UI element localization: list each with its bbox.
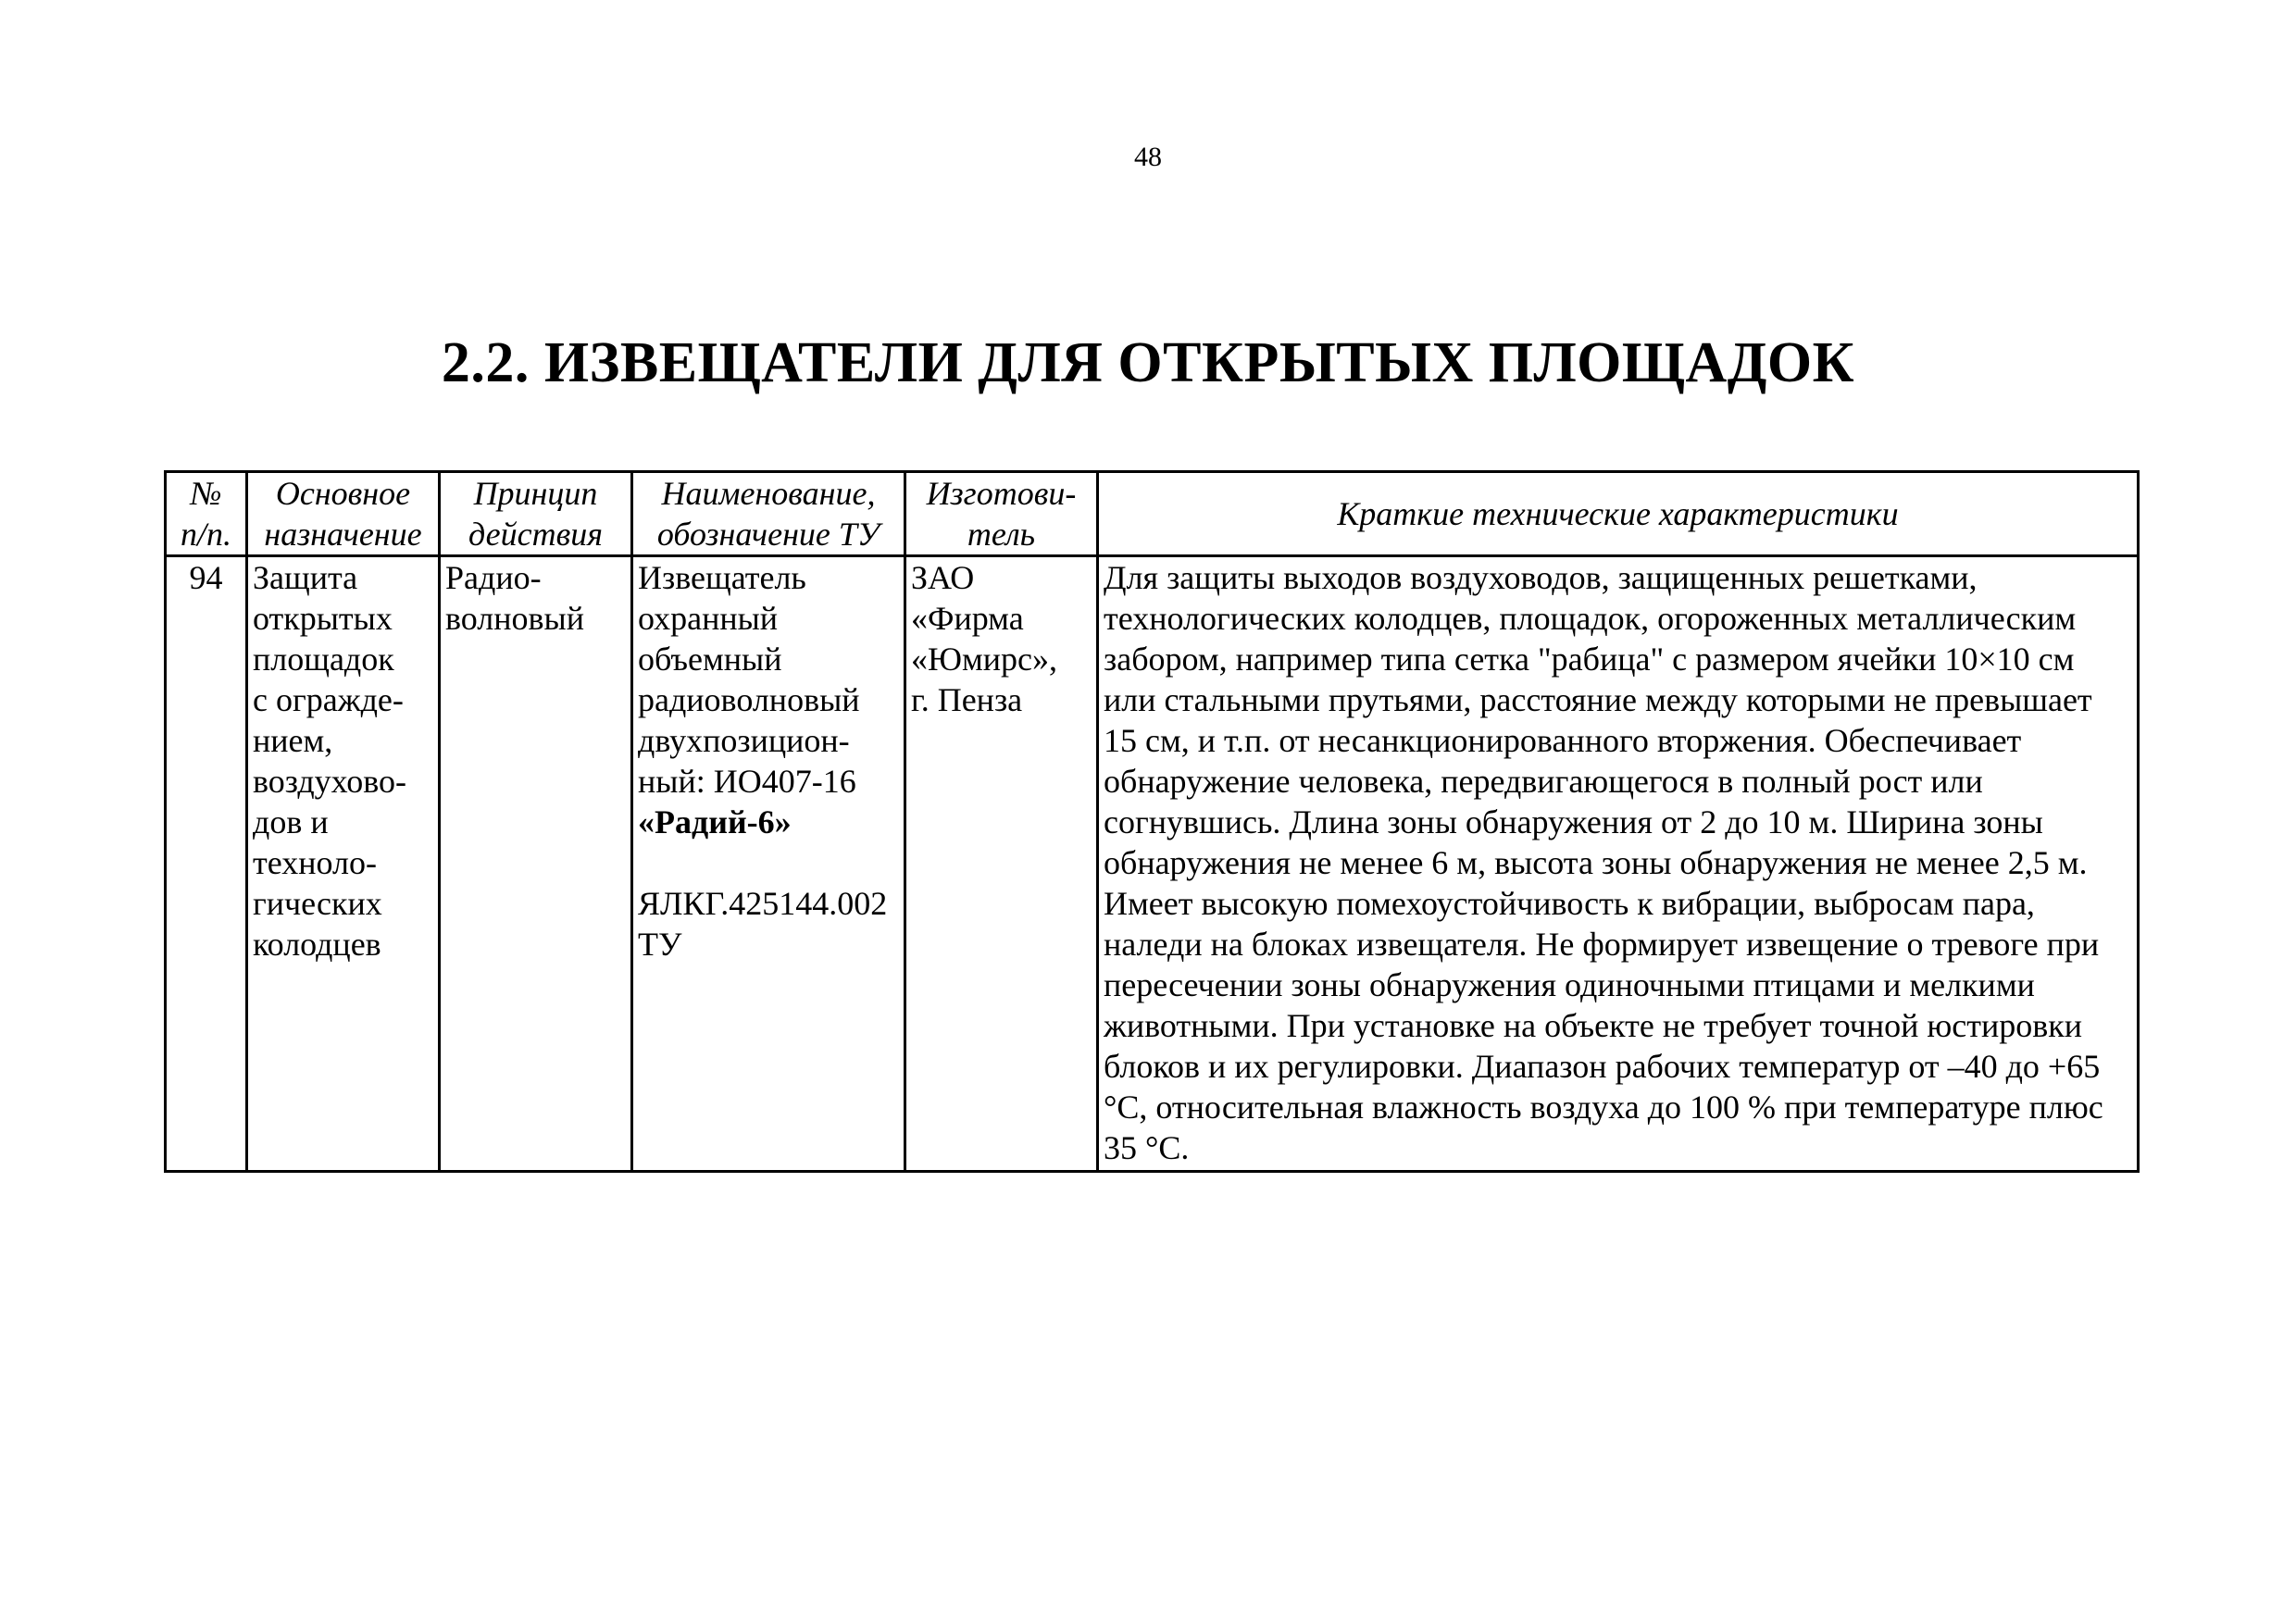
header-principle-line: действия bbox=[468, 516, 603, 553]
purpose-line: нием, bbox=[253, 722, 333, 759]
row-principle bbox=[440, 556, 632, 1172]
name-line: Извещатель bbox=[638, 559, 806, 596]
detectors-table bbox=[164, 470, 2140, 1173]
tu-line: ЯЛКГ.425144.002 bbox=[638, 885, 888, 922]
header-purpose bbox=[247, 472, 440, 556]
header-specs: Краткие технические характеристики bbox=[1098, 472, 2139, 556]
page-number: 48 bbox=[1134, 142, 1162, 172]
maker-line: ЗАО bbox=[911, 559, 975, 596]
header-name-line: Наименование, bbox=[661, 475, 876, 512]
spacer bbox=[638, 842, 899, 883]
purpose-line: с огражде- bbox=[253, 681, 404, 718]
header-purpose-line: Основное bbox=[275, 475, 411, 512]
maker-line: «Юмирс», bbox=[911, 641, 1058, 678]
row-maker bbox=[905, 556, 1098, 1172]
header-num-line: п/п. bbox=[180, 516, 231, 553]
section-title: 2.2. ИЗВЕЩАТЕЛИ ДЛЯ ОТКРЫТЫХ ПЛОЩАДОК bbox=[441, 331, 1855, 394]
purpose-line: Защита bbox=[253, 559, 358, 596]
purpose-line: площадок bbox=[253, 641, 394, 678]
maker-line: «Фирма bbox=[911, 600, 1024, 637]
header-num-line: № bbox=[190, 475, 222, 512]
table-row bbox=[166, 556, 2139, 1172]
header-maker-line: Изготови- bbox=[926, 475, 1077, 512]
purpose-line: воздухово- bbox=[253, 763, 407, 800]
table-header-row bbox=[166, 472, 2139, 556]
header-purpose-line: назначение bbox=[264, 516, 422, 553]
row-num: 94 bbox=[166, 556, 247, 1172]
purpose-line: техноло- bbox=[253, 844, 377, 881]
header-principle bbox=[440, 472, 632, 556]
header-maker bbox=[905, 472, 1098, 556]
principle-line: волновый bbox=[445, 600, 584, 637]
header-name-line: обозначение ТУ bbox=[656, 516, 880, 553]
header-name bbox=[632, 472, 905, 556]
name-line: ный: ИО407-16 bbox=[638, 763, 856, 800]
row-name bbox=[632, 556, 905, 1172]
product-name: «Радий-6» bbox=[638, 803, 792, 840]
purpose-line: дов и bbox=[253, 803, 329, 840]
row-specs: Для защиты выходов воздуховодов, защищенных решетками, технологических колодцев, площадок, огороженных металлическим забором, например типа сетка "рабица" с размером ячейки 10×10 см или стальными прутьями, расстояние между которыми не превышает 15 см, и т.п. от несанкционированного вторжения. Обеспечивает обнаружение человека, передвигающегося в полный рост или согнувшись. Длина зоны обнаружения от 2 до 10 м. Ширина зоны обнаружения не менее 6 м, высота зоны обнаружения не менее 2,5 м. Имеет высокую помехоустойчивость к вибрации, выбросам пара, наледи на блоках извещателя. Не формирует извещение о тревоге при пересечении зоны обнаружения одиночными птицами и мелкими животными. При установке на объекте не требует точной юстировки блоков и их регулировки. Диапазон рабочих температур от –40 до +65 °С, относительная влажность воздуха до 100 % при температуре плюс 35 °С. bbox=[1098, 556, 2139, 1172]
purpose-line: колодцев bbox=[253, 926, 381, 963]
principle-line: Радио- bbox=[445, 559, 542, 596]
tu-line: ТУ bbox=[638, 926, 682, 963]
header-num bbox=[166, 472, 247, 556]
name-line: охранный bbox=[638, 600, 779, 637]
name-line: двухпозицион- bbox=[638, 722, 850, 759]
row-purpose bbox=[247, 556, 440, 1172]
purpose-line: гических bbox=[253, 885, 382, 922]
header-principle-line: Принцип bbox=[473, 475, 598, 512]
name-line: радиоволновый bbox=[638, 681, 860, 718]
purpose-line: открытых bbox=[253, 600, 393, 637]
header-maker-line: тель bbox=[967, 516, 1036, 553]
name-line: объемный bbox=[638, 641, 782, 678]
maker-line: г. Пенза bbox=[911, 681, 1023, 718]
